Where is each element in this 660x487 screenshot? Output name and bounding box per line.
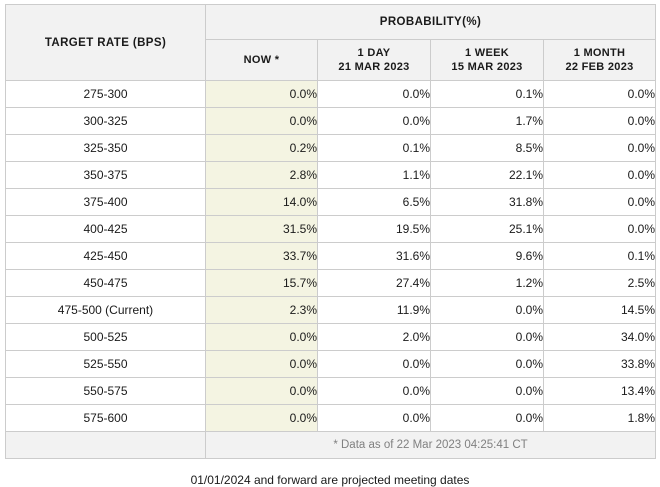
table-row <box>6 351 656 378</box>
fedwatch-probability-panel <box>0 4 660 487</box>
probability-1week-cell: 0.0% <box>431 297 544 324</box>
header-col-1day-title: 1 DAY <box>357 47 391 59</box>
table-row <box>6 162 656 189</box>
table-row <box>6 324 656 351</box>
data-note-row <box>6 432 656 459</box>
probability-1day-cell: 11.9% <box>318 297 431 324</box>
probability-1day-cell: 0.0% <box>318 378 431 405</box>
table-row <box>6 108 656 135</box>
probability-1month-cell: 1.8% <box>544 405 656 432</box>
target-rate-cell: 500-525 <box>6 324 206 351</box>
probability-1month-cell: 13.4% <box>544 378 656 405</box>
probability-1month-cell: 14.5% <box>544 297 656 324</box>
probability-1day-cell: 0.0% <box>318 405 431 432</box>
target-rate-cell: 575-600 <box>6 405 206 432</box>
probability-now-cell: 2.8% <box>206 162 318 189</box>
probability-1month-cell: 0.0% <box>544 108 656 135</box>
table-row <box>6 81 656 108</box>
projected-dates-caption: 01/01/2024 and forward are projected meeting dates <box>190 473 470 487</box>
probability-1day-cell: 19.5% <box>318 216 431 243</box>
probability-1week-cell: 1.2% <box>431 270 544 297</box>
table-header <box>6 5 656 81</box>
header-target-rate: TARGET RATE (BPS) <box>6 5 206 81</box>
header-col-1week-subtitle: 15 MAR 2023 <box>451 61 523 73</box>
table-row <box>6 243 656 270</box>
probability-1week-cell: 0.0% <box>431 378 544 405</box>
target-rate-cell: 450-475 <box>6 270 206 297</box>
header-col-1month-title: 1 MONTH <box>573 47 626 59</box>
probability-1day-cell: 6.5% <box>318 189 431 216</box>
target-rate-cell: 325-350 <box>6 135 206 162</box>
header-probability: PROBABILITY(%) <box>206 5 656 40</box>
probability-1day-cell: 0.0% <box>318 351 431 378</box>
probability-1month-cell: 2.5% <box>544 270 656 297</box>
probability-1day-cell: 2.0% <box>318 324 431 351</box>
probability-1month-cell: 0.0% <box>544 216 656 243</box>
probability-1day-cell: 1.1% <box>318 162 431 189</box>
header-row-top <box>6 5 656 40</box>
probability-now-cell: 15.7% <box>206 270 318 297</box>
data-as-of-note: * Data as of 22 Mar 2023 04:25:41 CT <box>206 432 656 459</box>
probability-now-cell: 0.0% <box>206 405 318 432</box>
probability-now-cell: 2.3% <box>206 297 318 324</box>
probability-1week-cell: 22.1% <box>431 162 544 189</box>
probability-1day-cell: 0.1% <box>318 135 431 162</box>
probability-now-cell: 0.0% <box>206 81 318 108</box>
header-col-1day <box>318 40 431 81</box>
probability-1month-cell: 34.0% <box>544 324 656 351</box>
probability-table <box>5 4 656 459</box>
probability-1month-cell: 0.1% <box>544 243 656 270</box>
target-rate-cell: 350-375 <box>6 162 206 189</box>
target-rate-cell: 400-425 <box>6 216 206 243</box>
probability-1week-cell: 0.0% <box>431 405 544 432</box>
table-row <box>6 405 656 432</box>
probability-now-cell: 0.0% <box>206 324 318 351</box>
target-rate-cell: 275-300 <box>6 81 206 108</box>
probability-now-cell: 31.5% <box>206 216 318 243</box>
probability-1week-cell: 8.5% <box>431 135 544 162</box>
probability-now-cell: 0.0% <box>206 378 318 405</box>
probability-1month-cell: 33.8% <box>544 351 656 378</box>
table-row <box>6 135 656 162</box>
probability-1day-cell: 0.0% <box>318 108 431 135</box>
header-col-1week <box>431 40 544 81</box>
probability-1week-cell: 25.1% <box>431 216 544 243</box>
table-body <box>6 81 656 432</box>
target-rate-cell: 475-500 (Current) <box>6 297 206 324</box>
table-row <box>6 378 656 405</box>
probability-1month-cell: 0.0% <box>544 81 656 108</box>
target-rate-cell: 300-325 <box>6 108 206 135</box>
probability-1day-cell: 27.4% <box>318 270 431 297</box>
target-rate-cell: 525-550 <box>6 351 206 378</box>
probability-1week-cell: 0.0% <box>431 324 544 351</box>
probability-now-cell: 0.0% <box>206 108 318 135</box>
header-col-1month <box>544 40 656 81</box>
probability-now-cell: 14.0% <box>206 189 318 216</box>
note-spacer-cell <box>6 432 206 459</box>
table-footer <box>6 432 656 459</box>
header-col-now-title: NOW * <box>243 54 280 66</box>
probability-1week-cell: 9.6% <box>431 243 544 270</box>
header-col-1day-subtitle: 21 MAR 2023 <box>338 61 410 73</box>
probability-now-cell: 0.2% <box>206 135 318 162</box>
probability-1day-cell: 31.6% <box>318 243 431 270</box>
probability-1week-cell: 1.7% <box>431 108 544 135</box>
table-row <box>6 297 656 324</box>
probability-1month-cell: 0.0% <box>544 135 656 162</box>
table-row <box>6 216 656 243</box>
probability-1day-cell: 0.0% <box>318 81 431 108</box>
probability-now-cell: 33.7% <box>206 243 318 270</box>
target-rate-cell: 425-450 <box>6 243 206 270</box>
table-row <box>6 270 656 297</box>
probability-now-cell: 0.0% <box>206 351 318 378</box>
probability-1week-cell: 0.0% <box>431 351 544 378</box>
header-col-1month-subtitle: 22 FEB 2023 <box>565 61 634 73</box>
target-rate-cell: 375-400 <box>6 189 206 216</box>
table-row <box>6 189 656 216</box>
header-col-1week-title: 1 WEEK <box>465 47 509 59</box>
probability-1month-cell: 0.0% <box>544 189 656 216</box>
target-rate-cell: 550-575 <box>6 378 206 405</box>
probability-1week-cell: 31.8% <box>431 189 544 216</box>
probability-1month-cell: 0.0% <box>544 162 656 189</box>
probability-1week-cell: 0.1% <box>431 81 544 108</box>
header-col-now <box>206 40 318 81</box>
